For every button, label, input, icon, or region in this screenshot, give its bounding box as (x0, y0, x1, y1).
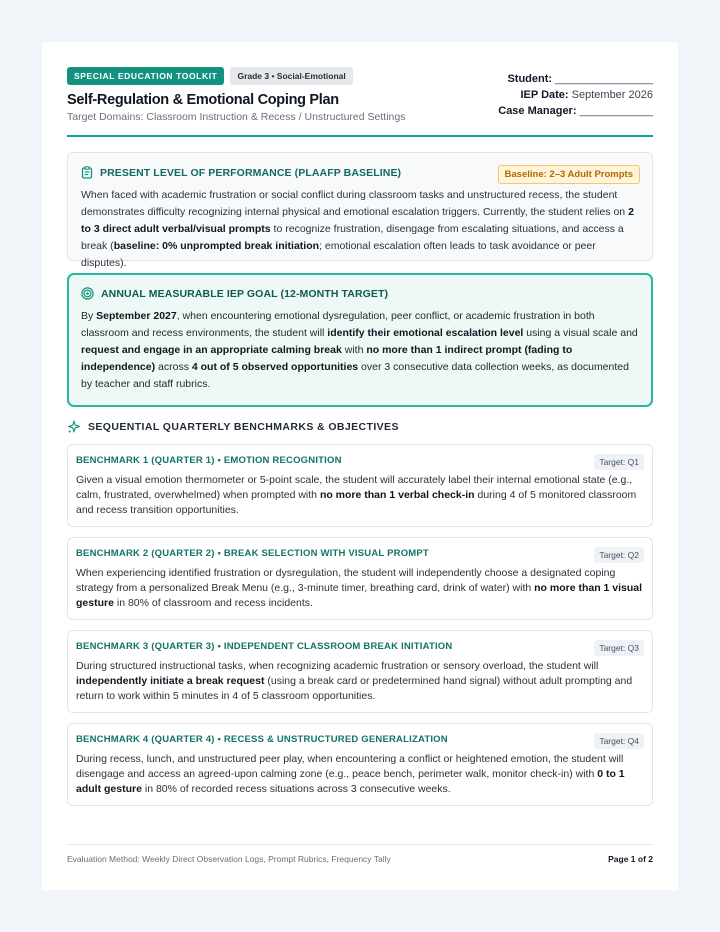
sparkle-icon (67, 420, 81, 434)
benchmark-target-badge: Target: Q3 (594, 640, 644, 656)
plaafp-text: When faced with academic frustration or social conflict during classroom tasks and unstructured recess, the student demonstrates difficulty recognizing internal physical and emotional escalation triggers. Currently, the student relies on 2 to 3 direct adult verbal/visual prompts to recognize frustration, disengage from escalating situations, and access a break (baseline: 0% unprompted break initiation; emotional escalation often leads to task avoidance or peer disputes). (81, 189, 634, 269)
benchmark-title: BENCHMARK 1 (QUARTER 1) • EMOTION RECOGNITION (76, 455, 342, 466)
baseline-pill: Baseline: 2–3 Adult Prompts (498, 165, 640, 184)
benchmark-card (67, 723, 653, 806)
benchmark-text: When experiencing identified frustration or dysregulation, the student will independently choose a designated coping strategy from a personalized Break Menu (e.g., 3-minute timer, breathing card, drink of water) with no more than 1 visual gesture in 80% of classroom and recess incidents. (76, 567, 643, 609)
clipboard-icon (81, 166, 93, 179)
benchmark-target-badge: Target: Q1 (594, 454, 644, 470)
plaafp-section (67, 152, 653, 269)
document-header (67, 67, 653, 137)
case-manager-label: Case Manager: (498, 105, 577, 117)
benchmark-target-badge: Target: Q4 (594, 733, 644, 749)
page-footer (67, 844, 653, 864)
benchmarks-heading: SEQUENTIAL QUARTERLY BENCHMARKS & OBJECTIVES (88, 421, 399, 433)
student-label: Student: (507, 73, 553, 85)
evaluation-method: Evaluation Method: Weekly Direct Observation Logs, Prompt Rubrics, Frequency Tally (67, 854, 391, 864)
goal-heading: ANNUAL MEASURABLE IEP GOAL (12-MONTH TARGET) (101, 287, 389, 300)
benchmark-text: During structured instructional tasks, when recognizing academic frustration or sensory overload, the student will independently initiate a break request (using a break card or predetermined hand signal) without adult prompting and return to work within 5 minutes in 4 of 5 classroom opportunities. (76, 660, 633, 702)
grade-badge: Grade 3 • Social-Emotional (230, 67, 352, 85)
target-icon (81, 287, 94, 300)
benchmarks-heading-row (67, 420, 653, 434)
student-meta (498, 71, 653, 119)
student-field: ________________ (555, 73, 653, 85)
iep-date-value: September 2026 (571, 89, 653, 101)
benchmark-card (67, 444, 653, 527)
iep-date-label: IEP Date: (520, 89, 569, 101)
document-page (42, 42, 678, 890)
goal-text: By September 2027, when encountering emotional dysregulation, peer conflict, or academic frustration in both classroom and recess environments, the student will identify their emotional escalation level using a visual scale and request and engage in an appropriate calming break with no more than 1 indirect prompt (fading to independence) across 4 out of 5 observed opportunities over 3 consecutive data collection weeks, as documented by teacher and staff rubrics. (81, 310, 638, 390)
benchmark-title: BENCHMARK 3 (QUARTER 3) • INDEPENDENT CLASSROOM BREAK INITIATION (76, 641, 453, 652)
benchmark-text: Given a visual emotion thermometer or 5-point scale, the student will accurately label their internal emotional state (e.g., calm, frustrated, overwhelmed) when prompted with no more than 1 verbal check-in during 4 of 5 monitored classroom and recess transition opportunities. (76, 474, 637, 516)
case-manager-field: ____________ (579, 105, 653, 117)
annual-goal-section (67, 273, 653, 407)
benchmark-card (67, 630, 653, 713)
benchmark-title: BENCHMARK 4 (QUARTER 4) • RECESS & UNSTRUCTURED GENERALIZATION (76, 734, 448, 745)
plaafp-heading: PRESENT LEVEL OF PERFORMANCE (PLAAFP BASELINE) (100, 166, 402, 179)
page-title: Self-Regulation & Emotional Coping Plan (67, 92, 339, 108)
benchmark-title: BENCHMARK 2 (QUARTER 2) • BREAK SELECTION WITH VISUAL PROMPT (76, 548, 429, 559)
toolkit-badge: SPECIAL EDUCATION TOOLKIT (67, 67, 224, 85)
benchmark-target-badge: Target: Q2 (594, 547, 644, 563)
benchmark-text: During recess, lunch, and unstructured peer play, when encountering a conflict or heightened emotion, the student will disengage and access an agreed-upon calming zone (e.g., peace bench, perimeter walk, monitor check-in) with 0 to 1 adult gesture in 80% of recorded recess situations across 3 consecutive weeks. (76, 753, 625, 795)
page-number: Page 1 of 2 (608, 854, 653, 864)
page-subtitle: Target Domains: Classroom Instruction & Recess / Unstructured Settings (67, 111, 406, 123)
benchmark-card (67, 537, 653, 620)
